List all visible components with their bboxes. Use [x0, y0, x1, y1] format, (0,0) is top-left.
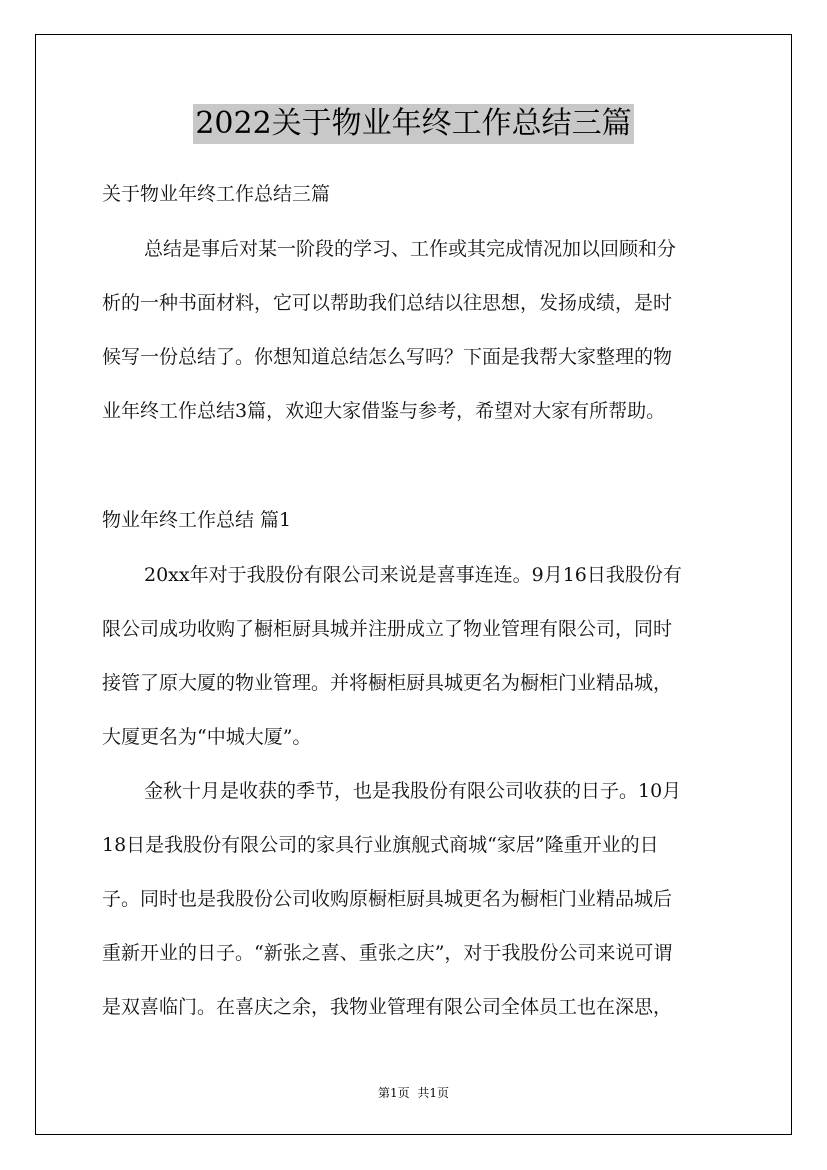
title-container — [0, 104, 827, 144]
section-heading: 物业年终工作总结 篇1 — [102, 509, 292, 531]
paragraph-line: 接管了原大厦的物业管理。并将橱柜厨具城更名为橱柜门业精品城， — [102, 672, 673, 694]
intro-line: 业年终工作总结3篇，欢迎大家借鉴与参考，希望对大家有所帮助。 — [102, 400, 666, 422]
page-total: 共1页 — [417, 1086, 450, 1100]
paragraph-line: 重新开业的日子。“新张之喜、重张之庆”，对于我股份公司来说可谓 — [102, 942, 673, 964]
paragraph-line: 18日是我股份有限公司的家具行业旗舰式商城“家居”隆重开业的日 — [102, 834, 659, 856]
page-footer — [0, 1084, 827, 1101]
paragraph-line: 是双喜临门。在喜庆之余，我物业管理有限公司全体员工也在深思， — [102, 996, 673, 1018]
document-title: 2022关于物业年终工作总结三篇 — [193, 104, 633, 144]
paragraph-line: 子。同时也是我股份公司收购原橱柜厨具城更名为橱柜门业精品城后 — [102, 888, 673, 910]
paragraph-line: 金秋十月是收获的季节，也是我股份有限公司收获的日子。10月 — [144, 780, 682, 802]
paragraph-line: 限公司成功收购了橱柜厨具城并注册成立了物业管理有限公司，同时 — [102, 618, 673, 640]
page-number: 第1页 — [377, 1086, 410, 1100]
intro-line: 总结是事后对某一阶段的学习、工作或其完成情况加以回顾和分 — [144, 238, 677, 260]
intro-line: 候写一份总结了。你想知道总结怎么写吗？下面是我帮大家整理的物 — [102, 346, 673, 368]
paragraph-line: 20xx年对于我股份有限公司来说是喜事连连。9月16日我股份有 — [144, 564, 682, 586]
intro-line: 析的一种书面材料，它可以帮助我们总结以往思想，发扬成绩，是时 — [102, 292, 673, 314]
document-subtitle: 关于物业年终工作总结三篇 — [102, 183, 331, 205]
paragraph-line: 大厦更名为“中城大厦”。 — [102, 726, 312, 748]
